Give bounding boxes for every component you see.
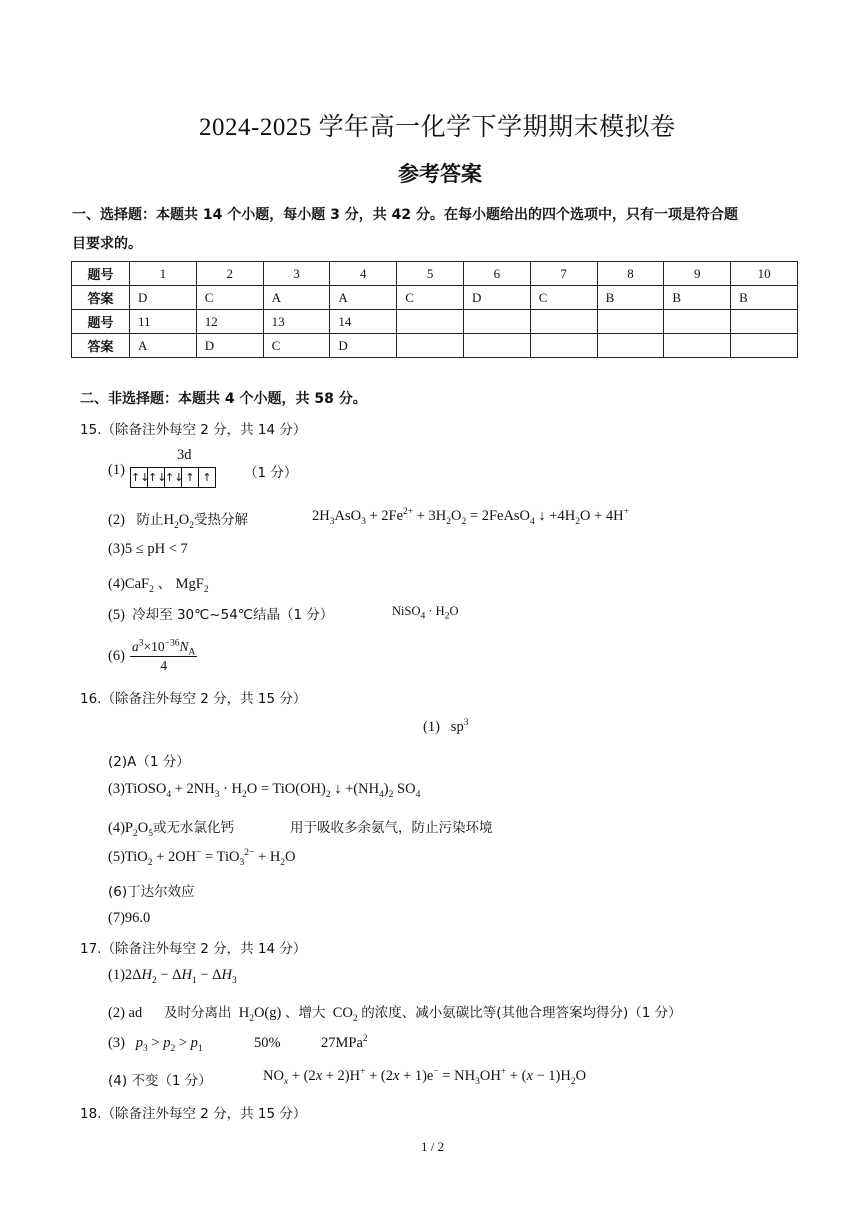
q15-p2-label: (2) bbox=[108, 512, 125, 528]
table-cell bbox=[463, 310, 530, 334]
q15-p4-label: (4) bbox=[108, 576, 125, 592]
table-cell: A bbox=[330, 286, 397, 310]
q18-header: 18.（除备注外每空 2 分，共 15 分） bbox=[80, 1106, 307, 1122]
table-cell: 11 bbox=[130, 310, 197, 334]
table-cell: 14 bbox=[330, 310, 397, 334]
table-cell bbox=[664, 310, 731, 334]
table-cell bbox=[397, 334, 464, 358]
q15-p5-label: (5) bbox=[108, 607, 125, 623]
q17-p4-equation: $NO_x + (2x + 2)H^+ + (2x + 1)e^- = NH_3OH^+ + (x - 1)H_2O$ bbox=[263, 1067, 587, 1087]
section1-line1: 一、选择题：本题共 14 个小题，每小题 3 分，共 42 分。在每小题给出的四个选项中，只有一项是符合题 bbox=[72, 207, 738, 223]
table-cell: C bbox=[263, 334, 330, 358]
q17-p3-c: 27MPa$^2$ bbox=[321, 1034, 368, 1051]
table-row bbox=[72, 262, 798, 286]
q17-header: 17.（除备注外每空 2 分，共 14 分） bbox=[80, 941, 307, 957]
q16-p4-text: 或无水氯化钙 bbox=[152, 820, 234, 836]
q16-p4-label: (4) bbox=[108, 820, 125, 836]
q17-p3-c-text: 27MPa bbox=[321, 1035, 363, 1051]
q15-p3-label: (3) bbox=[108, 541, 125, 557]
q17-p2-text3: 的浓度、减小氨碳比等(其他合理答案均得分)（1 分） bbox=[361, 1005, 682, 1021]
q15-p2-equation: $2H_3AsO_3 + 2Fe^{2+} + 3H_2O_2$ = 2FeAsO$_4$ ↓ $+4H_2O + 4H^+$ bbox=[312, 507, 629, 527]
table-cell: B bbox=[664, 286, 731, 310]
table-cell: A bbox=[130, 334, 197, 358]
orbital-box: ↑ bbox=[198, 468, 215, 487]
q16-header: 16.（除备注外每空 2 分，共 15 分） bbox=[80, 691, 307, 707]
section2-heading: 二、非选择题：本题共 4 个小题，共 58 分。 bbox=[80, 391, 367, 407]
table-cell bbox=[664, 334, 731, 358]
q17-p3: (3) $p_3 > p_2 > p_1$ bbox=[108, 1035, 203, 1054]
q15-p4: (4)CaF$_2$ 、 MgF$_2$ bbox=[108, 576, 209, 595]
orbital-box: ↑↓ bbox=[147, 468, 164, 487]
table-cell: B bbox=[731, 286, 798, 310]
table-cell: C bbox=[196, 286, 263, 310]
q15-p2-text2: 受热分解 bbox=[194, 512, 249, 528]
q17-p4-label: (4) 不变（1 分） bbox=[108, 1073, 212, 1089]
table-cell: 5 bbox=[397, 262, 464, 286]
table-cell: D bbox=[330, 334, 397, 358]
orbital-diagram bbox=[130, 467, 216, 488]
q15-p5 bbox=[108, 603, 333, 624]
table-cell bbox=[731, 310, 798, 334]
table-cell: C bbox=[397, 286, 464, 310]
numerator-text: ×10 bbox=[143, 639, 165, 654]
q15-orbital-label: 3d bbox=[177, 447, 192, 463]
orbital-box: ↑↓ bbox=[164, 468, 181, 487]
fraction-numerator: $a^3\times 10^{-36}N_A$ bbox=[132, 638, 196, 658]
answer-table bbox=[71, 261, 798, 358]
q17-p2-text1: 及时分离出 bbox=[163, 1005, 232, 1021]
table-label: 题号 bbox=[72, 310, 130, 334]
table-label: 答案 bbox=[72, 286, 130, 310]
section1-line2: 目要求的。 bbox=[72, 236, 142, 252]
table-cell: 8 bbox=[597, 262, 664, 286]
table-cell: 10 bbox=[731, 262, 798, 286]
q15-p2-answer: (2) 防止$H_2O_2$受热分解 bbox=[108, 512, 249, 531]
table-cell: 4 bbox=[330, 262, 397, 286]
q15-p6-label: (6) bbox=[108, 648, 125, 664]
q16-p1: (1) $sp^3$ bbox=[423, 718, 469, 735]
q16-p2: (2)A（1 分） bbox=[108, 754, 190, 770]
table-cell: B bbox=[597, 286, 664, 310]
q16-p3: (3)TiOSO$_4$ + $2NH_3 \cdot H_2O = TiO(OH)_2$ ↓ $+(NH_4)_2$ $SO_4$ bbox=[108, 781, 421, 800]
orbital-box: ↑↓ bbox=[131, 471, 150, 484]
table-cell: 2 bbox=[196, 262, 263, 286]
table-cell: 12 bbox=[196, 310, 263, 334]
q15-p5-text: 冷却至 30℃~54℃结晶（1 分） bbox=[132, 607, 334, 623]
table-row bbox=[72, 286, 798, 310]
table-cell: 3 bbox=[263, 262, 330, 286]
table-label: 题号 bbox=[72, 262, 130, 286]
table-label: 答案 bbox=[72, 334, 130, 358]
page-subtitle: 参考答案 bbox=[398, 162, 482, 186]
q16-p5-label: (5) bbox=[108, 849, 125, 865]
q17-p3-b: 50% bbox=[254, 1035, 281, 1051]
table-cell: 1 bbox=[130, 262, 197, 286]
q15-p3: (3)5 ≤ pH < 7 bbox=[108, 541, 188, 557]
table-cell bbox=[731, 334, 798, 358]
q16-p7: (7)96.0 bbox=[108, 910, 151, 926]
page-number: 1 / 2 bbox=[421, 1139, 445, 1154]
table-cell bbox=[463, 334, 530, 358]
q15-p2-text: 防止 bbox=[136, 512, 164, 528]
table-cell: 6 bbox=[463, 262, 530, 286]
table-cell: C bbox=[530, 286, 597, 310]
page-title: 2024-2025 学年高一化学下学期期末模拟卷 bbox=[199, 114, 676, 141]
q15-p5-formula: NiSO$_4$ · $H_2O$ bbox=[392, 604, 459, 622]
q16-p5: $(5)TiO_2 + 2OH^- = TiO_3^{2-} + H_2O$ bbox=[108, 848, 296, 868]
q17-p1-label: (1) bbox=[108, 967, 125, 983]
q17-p1: $(1)2\Delta H_2 - \Delta H_1 - \Delta H_3$ bbox=[108, 967, 237, 986]
table-cell bbox=[530, 310, 597, 334]
orbital-box: ↑ bbox=[181, 468, 198, 487]
table-cell: D bbox=[463, 286, 530, 310]
q17-p3-label: (3) bbox=[108, 1035, 125, 1051]
table-cell: A bbox=[263, 286, 330, 310]
q17-p2-label: (2) ad bbox=[108, 1005, 143, 1021]
table-cell: 7 bbox=[530, 262, 597, 286]
q16-p3-label: (3) bbox=[108, 781, 125, 797]
q17-p2-text2: 、增大 bbox=[284, 1005, 326, 1021]
table-row bbox=[72, 310, 798, 334]
table-cell: D bbox=[130, 286, 197, 310]
q15-header: 15.（除备注外每空 2 分，共 14 分） bbox=[80, 422, 307, 438]
q16-p1-label: (1) bbox=[423, 719, 440, 735]
table-row bbox=[72, 334, 798, 358]
q16-p4: $(4)P_2O_5$或无水氯化钙 bbox=[108, 820, 234, 839]
table-cell bbox=[530, 334, 597, 358]
table-cell bbox=[597, 334, 664, 358]
table-cell bbox=[597, 310, 664, 334]
q15-p1-score: （1 分） bbox=[244, 465, 298, 481]
q17-p2: (2) ad 及时分离出 $H_2O(g)$ 、增大 $CO_2$ 的浓度、减小氨碳比等(其他合理答案均得分)（1 分） bbox=[108, 1005, 682, 1024]
table-cell: 9 bbox=[664, 262, 731, 286]
q15-p6-fraction bbox=[130, 639, 197, 674]
fraction-denominator: 4 bbox=[160, 658, 168, 673]
q16-p6: (6)丁达尔效应 bbox=[108, 884, 195, 900]
table-cell: 13 bbox=[263, 310, 330, 334]
q16-p4-text2: 用于吸收多余氨气，防止污染环境 bbox=[290, 820, 493, 836]
table-cell: D bbox=[196, 334, 263, 358]
q15-p1-label: (1) bbox=[108, 462, 125, 478]
table-cell bbox=[397, 310, 464, 334]
